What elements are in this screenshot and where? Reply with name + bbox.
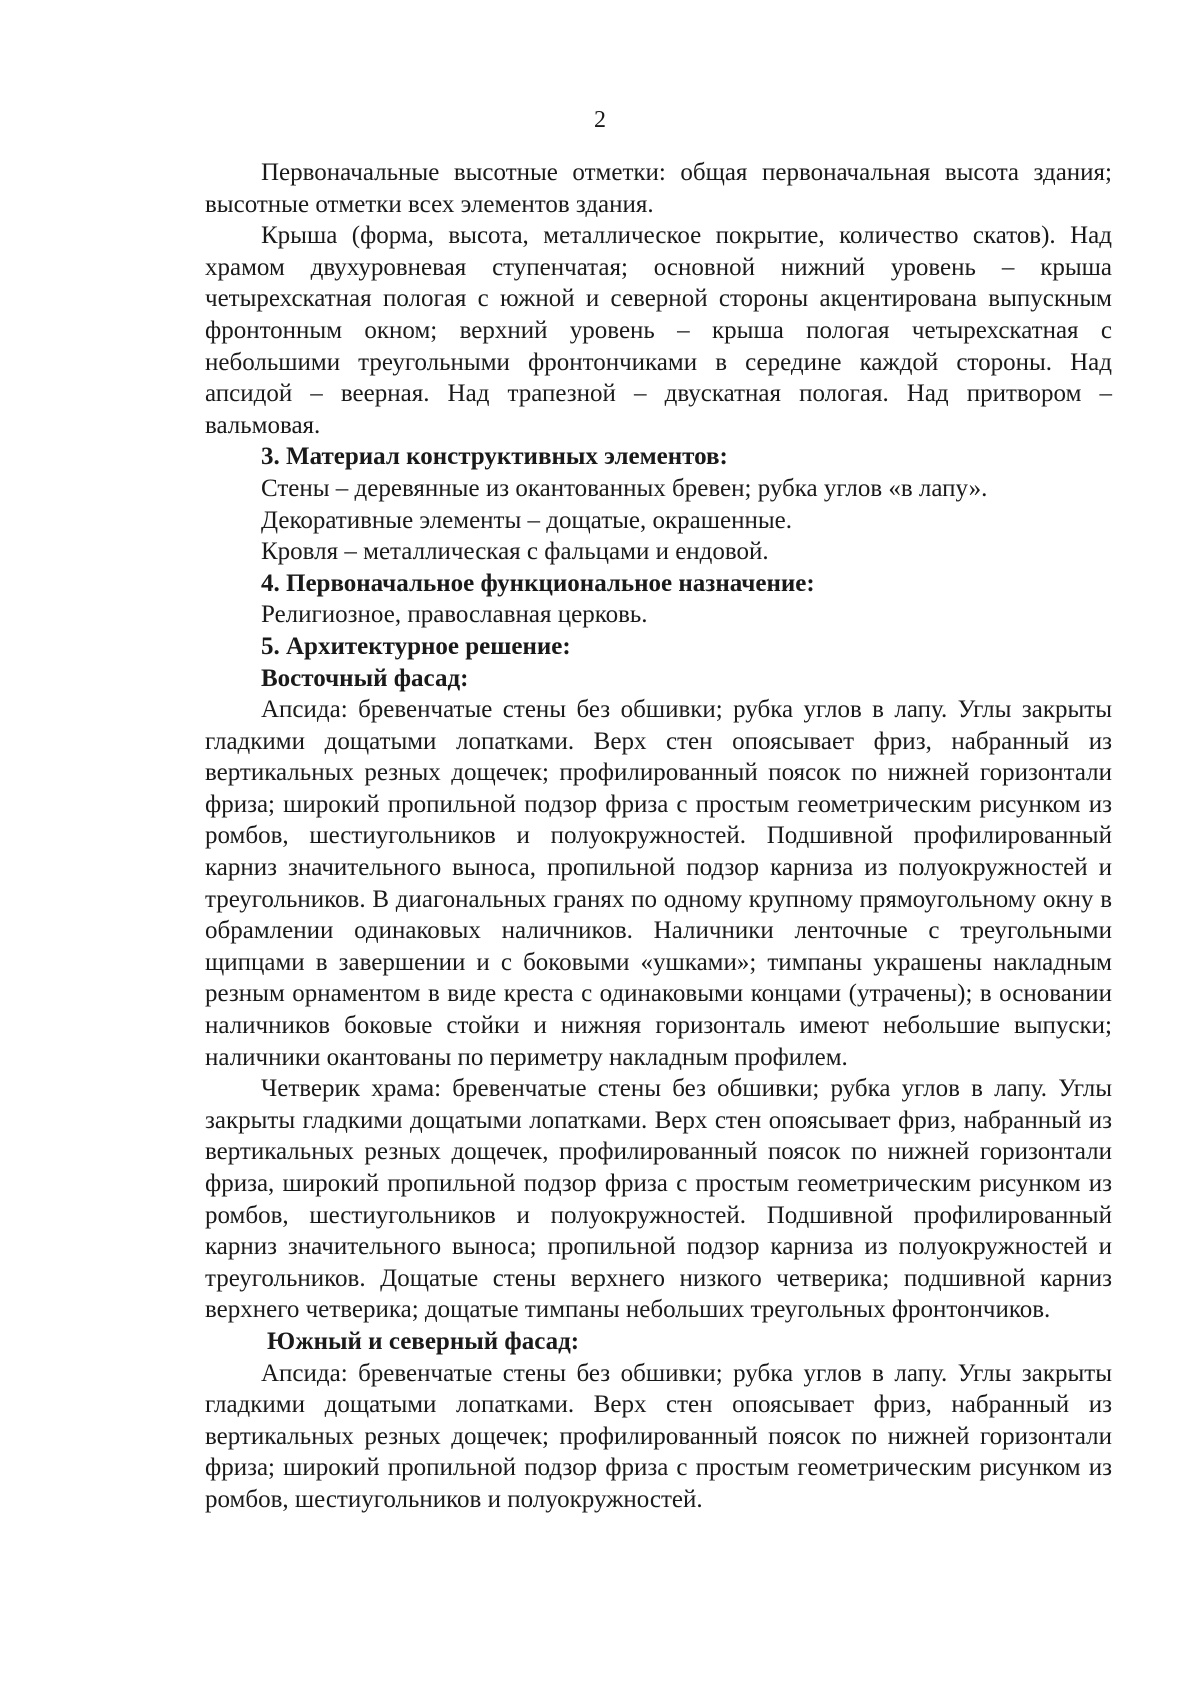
heading-function: 4. Первоначальное функциональное назначение: xyxy=(261,569,815,597)
heading-materials: 3. Материал конструктивных элементов: xyxy=(261,443,728,471)
line-decor: Декоративные элементы – дощатые, окрашенные. xyxy=(261,506,793,534)
paragraph-apse-south-north: Апсида: бревенчатые стены без обшивки; рубка углов в лапу. Углы закрыты гладкими дощатыми лопатками. Верх стен опоясывает фриз, набранный из вертикальных резных дощечек; профилированный поясок по нижней горизонтали фриза; широкий пропильной подзор фриза с простым геометрическим рисунком из ромбов, шестиугольников и полуокружностей. xyxy=(205,1359,1112,1513)
line-walls: Стены – деревянные из окантованных бревен; рубка углов «в лапу». xyxy=(261,474,988,502)
page-number: 2 xyxy=(594,107,606,133)
heading-south-north-facade: Южный и северный фасад: xyxy=(267,1327,580,1355)
heading-architecture: 5. Архитектурное решение: xyxy=(261,632,571,660)
document-body xyxy=(205,157,1112,1516)
line-roofing: Кровля – металлическая с фальцами и ендовой. xyxy=(261,538,769,566)
paragraph-chetverik: Четверик храма: бревенчатые стены без обшивки; рубка углов в лапу. Углы закрыты гладкими дощатыми лопатками. Верх стен опоясывает фриз, набранный из вертикальных резных дощечек, профилированный поясок по нижней горизонтали фриза, широкий пропильной подзор фриза с простым геометрическим рисунком из ромбов, шестиугольников и полуокружностей. Подшивной профилированный карниз значительного выноса; пропильной подзор карниза из полуокружностей и треугольников. Дощатые стены верхнего низкого четверика; подшивной карниз верхнего четверика; дощатые тимпаны небольших треугольных фронтончиков. xyxy=(205,1075,1112,1324)
paragraph-elevation-marks: Первоначальные высотные отметки: общая первоначальная высота здания; высотные отметки всех элементов здания. xyxy=(205,159,1112,218)
paragraph-roof: Крыша (форма, высота, металлическое покрытие, количество скатов). Над храмом двухуровневая ступенчатая; основной нижний уровень – крыша четырехскатная пологая с южной и северной стороны акцентирована выпускным фронтонным окном; верхний уровень – крыша пологая четырехскатная с небольшими треугольными фронтончиками в середине каждой стороны. Над апсидой – веерная. Над трапезной – двускатная пологая. Над притвором – вальмовая. xyxy=(205,222,1112,439)
line-religious: Религиозное, православная церковь. xyxy=(261,601,648,629)
paragraph-apse-east: Апсида: бревенчатые стены без обшивки; рубка углов в лапу. Углы закрыты гладкими дощатыми лопатками. Верх стен опоясывает фриз, набранный из вертикальных резных дощечек; профилированный поясок по нижней горизонтали фриза; широкий пропильной подзор фриза с простым геометрическим рисунком из ромбов, шестиугольников и полуокружностей. Подшивной профилированный карниз значительного выноса, пропильной подзор карниза из полуокружностей и треугольников. В диагональных гранях по одному крупному прямоугольному окну в обрамлении одинаковых наличников. Наличники ленточные с треугольными щипцами в завершении и с боковыми «ушками»; тимпаны украшены накладным резным орнаментом в виде креста с одинаковыми концами (утрачены); в основании наличников боковые стойки и нижняя горизонталь имеют небольшие выпуски; наличники окантованы по периметру накладным профилем. xyxy=(205,696,1112,1071)
heading-east-facade: Восточный фасад: xyxy=(261,664,469,692)
